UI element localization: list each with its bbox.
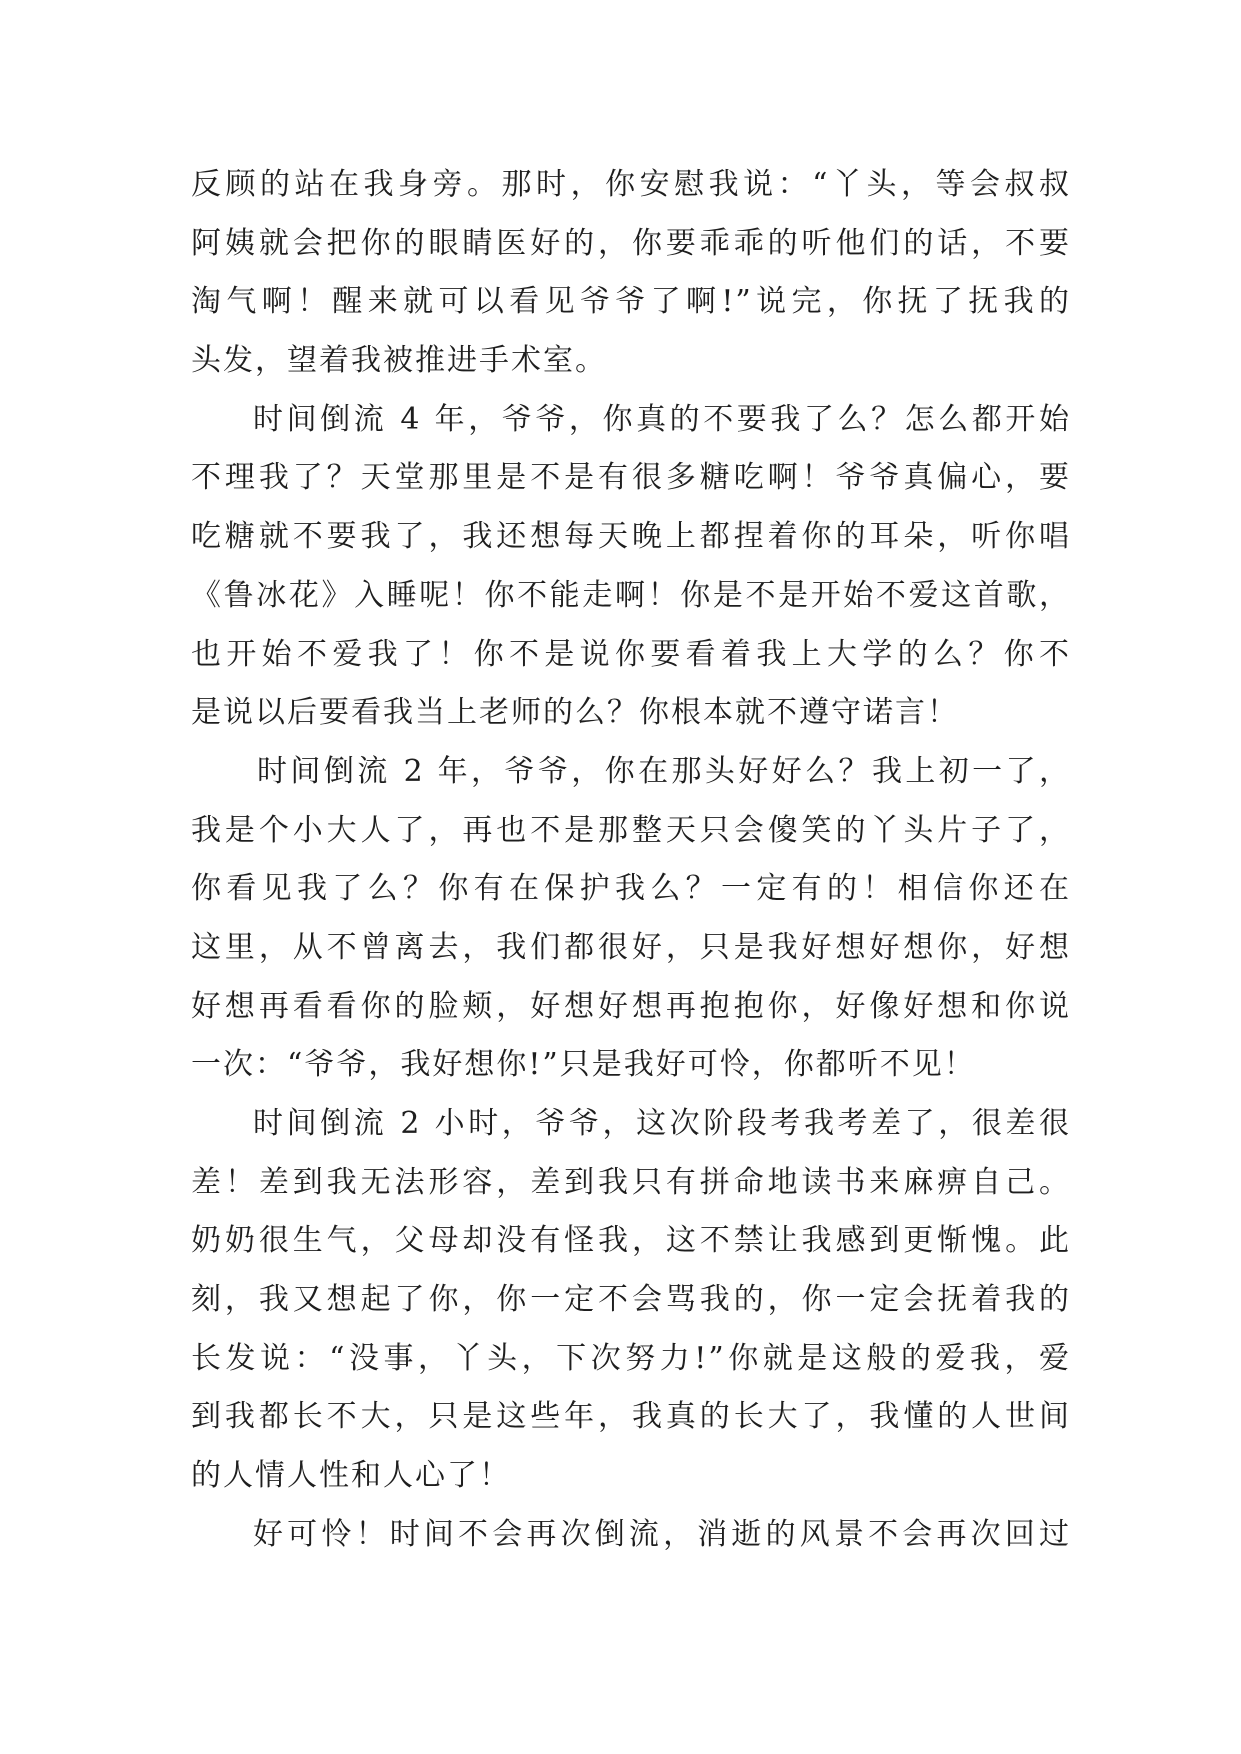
text-line: 阿姨就会把你的眼睛医好的，你要乖乖的听他们的话，不要 xyxy=(191,225,1071,261)
text-line: 反顾的站在我身旁。那时，你安慰我说：“丫头，等会叔叔 xyxy=(191,167,1071,202)
text-line: 也开始不爱我了！你不是说你要看着我上大学的么？你不 xyxy=(191,636,1071,672)
text-line: 刻，我又想起了你，你一定不会骂我的，你一定会抚着我的 xyxy=(191,1282,1071,1318)
text-line: 吃糖就不要我了，我还想每天晚上都捏着你的耳朵，听你唱 xyxy=(191,519,1071,555)
text-line: 时间倒流 4 年，爷爷，你真的不要我了么？怎么都开始 xyxy=(253,401,1071,437)
text-line: 淘气啊！醒来就可以看见爷爷了啊!”说完，你抚了抚我的 xyxy=(191,284,1071,320)
text-line: 时间倒流 2 年，爷爷，你在那头好好么？我上初一了， xyxy=(257,753,1071,789)
text-line: 一次：“爷爷，我好想你!”只是我好可怜，你都听不见！ xyxy=(191,1047,976,1083)
text-line: 时间倒流 2 小时，爷爷，这次阶段考我考差了，很差很 xyxy=(253,1106,1071,1141)
text-line: 长发说：“没事，丫头，下次努力!”你就是这般的爱我，爱 xyxy=(191,1340,1071,1376)
text-line: 头发，望着我被推进手术室。 xyxy=(191,343,607,379)
text-line: 的人情人性和人心了！ xyxy=(191,1458,511,1494)
text-line: 好想再看看你的脸颊，好想好想再抱抱你，好像好想和你说 xyxy=(191,988,1071,1024)
text-line: 《鲁冰花》入睡呢！你不能走啊！你是不是开始不爱这首歌， xyxy=(191,577,1071,613)
text-line: 是说以后要看我当上老师的么？你根本就不遵守诺言！ xyxy=(191,695,959,731)
text-line: 我是个小大人了，再也不是那整天只会傻笑的丫头片子了， xyxy=(191,812,1071,848)
text-line: 奶奶很生气，父母却没有怪我，这不禁让我感到更惭愧。此 xyxy=(191,1223,1071,1259)
text-line: 不理我了？天堂那里是不是有很多糖吃啊！爷爷真偏心，要 xyxy=(191,460,1071,496)
body-text xyxy=(191,156,1071,1565)
text-line: 到我都长不大，只是这些年，我真的长大了，我懂的人世间 xyxy=(191,1399,1071,1435)
text-line: 这里，从不曾离去，我们都很好，只是我好想好想你，好想 xyxy=(191,929,1071,965)
text-line: 好可怜！时间不会再次倒流，消逝的风景不会再次回过 xyxy=(253,1516,1071,1552)
text-line: 你看见我了么？你有在保护我么？一定有的！相信你还在 xyxy=(191,871,1071,907)
text-line: 差！差到我无法形容，差到我只有拼命地读书来麻痹自己。 xyxy=(191,1164,1071,1200)
